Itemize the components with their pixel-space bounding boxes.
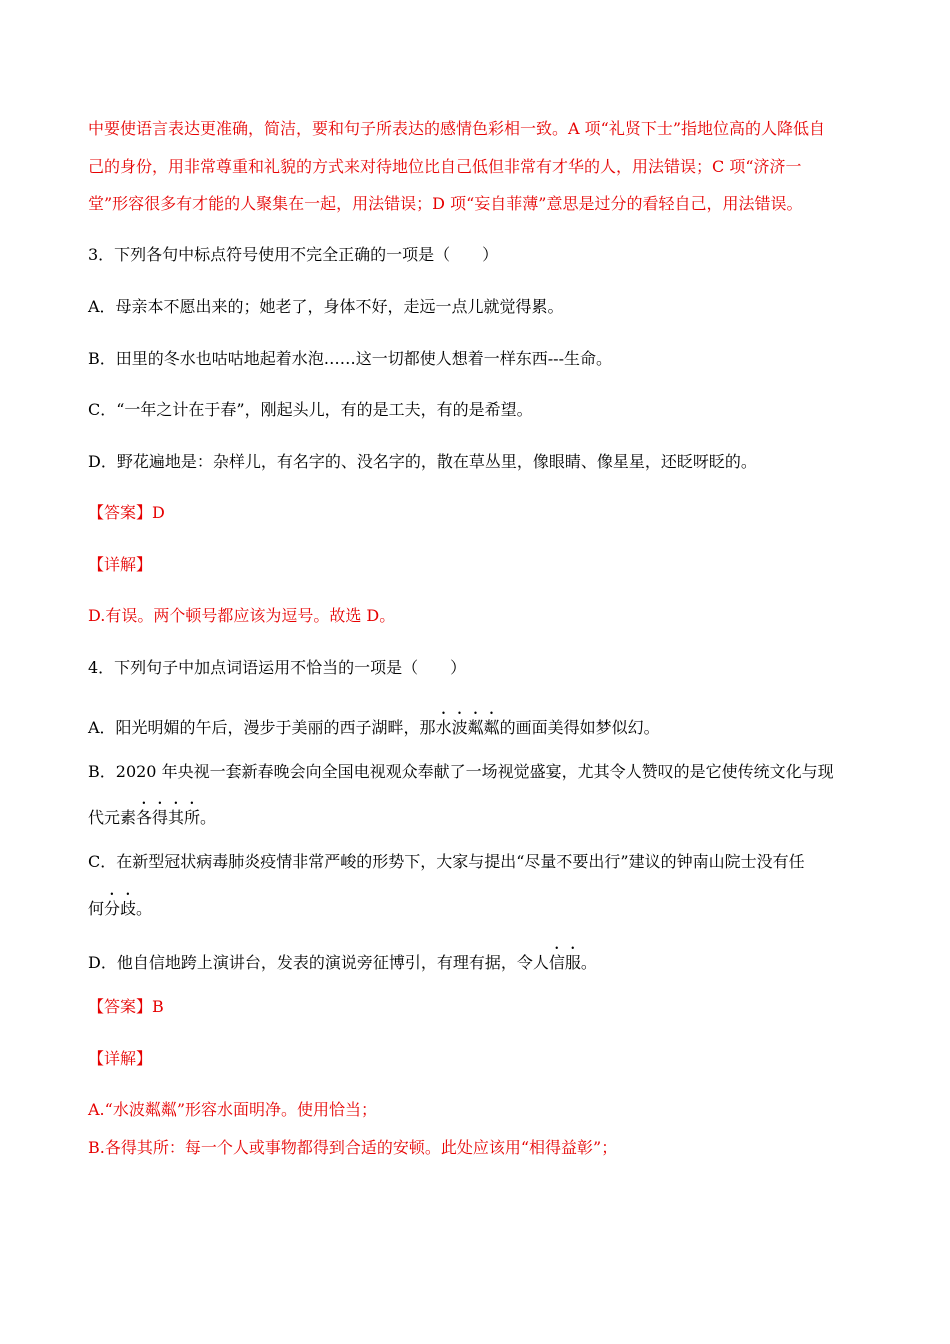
q4-option-b-line-1: B．2020 年央视一套新春晚会向全国电视观众奉献了一场视觉盛宴，尤其令人赞叹的是它使传统文化与现 <box>88 762 834 781</box>
intro-line-1: 中要使语言表达更准确，简洁，要和句子所表达的感情色彩相一致。A 项“礼贤下士”指地位高的人降低自 <box>88 119 826 138</box>
q4-option-c-line-2 <box>88 890 870 919</box>
q4-option-b-dotted-term: 各得其所 <box>136 808 201 827</box>
q4-option-c-text: 何 <box>88 899 105 918</box>
q3-detail-label: 【详解】 <box>88 555 153 574</box>
q4-option-d-text: D．他自信地跨上演讲台，发表的演说旁征博引，有理有据，令人 <box>88 953 549 972</box>
q4-option-d-dotted-term: 信服 <box>548 953 581 972</box>
q4-option-c-dotted-term: 分歧 <box>104 899 137 918</box>
q4-option-b-text: 代元素 <box>88 808 137 827</box>
q4-option-b-line-2 <box>88 799 870 828</box>
q4-option-d <box>88 944 870 973</box>
q4-option-a <box>88 709 870 738</box>
q4-option-d-text-end: 。 <box>580 953 597 972</box>
q3-option-b: B．田里的冬水也咕咕地起着水泡……这一切都使人想着一样东西---生命。 <box>88 349 612 368</box>
q3-option-c: C．“一年之计在于春”，刚起头儿，有的是工夫，有的是希望。 <box>88 400 533 419</box>
intro-line-2: 己的身份，用非常尊重和礼貌的方式来对待地位比自己低但非常有才华的人，用法错误；C 项“济济一 <box>88 157 802 176</box>
q4-option-a-dotted-term: 水波粼粼 <box>435 718 500 737</box>
q3-stem: 3．下列各句中标点符号使用不完全正确的一项是（ ） <box>88 245 499 264</box>
q4-stem: 4．下列句子中加点词语运用不恰当的一项是（ ） <box>88 658 467 677</box>
q4-option-b-text-end: 。 <box>200 808 217 827</box>
q4-detail-b: B.各得其所：每一个人或事物都得到合适的安顿。此处应该用“相得益彰”； <box>88 1138 618 1157</box>
q3-answer: 【答案】D <box>88 503 165 522</box>
q4-detail-label: 【详解】 <box>88 1049 153 1068</box>
intro-line-3: 堂”形容很多有才能的人聚集在一起，用法错误；D 项“妄自菲薄”意思是过分的看轻自己，用法错误。 <box>88 194 803 213</box>
q3-detail: D.有误。两个顿号都应该为逗号。故选 D。 <box>88 606 396 625</box>
q4-answer: 【答案】B <box>88 997 164 1016</box>
q3-option-d: D．野花遍地是：杂样儿，有名字的、没名字的，散在草丛里，像眼睛、像星星，还眨呀眨的。 <box>88 452 757 471</box>
q4-option-a-text-end: 的画面美得如梦似幻。 <box>499 718 660 737</box>
q4-option-c-text-end: 。 <box>136 899 153 918</box>
q4-option-a-text: A．阳光明媚的午后，漫步于美丽的西子湖畔，那 <box>88 718 436 737</box>
q3-option-a: A．母亲本不愿出来的；她老了，身体不好，走远一点儿就觉得累。 <box>88 297 564 316</box>
q4-detail-a: A.“水波粼粼”形容水面明净。使用恰当； <box>88 1100 378 1119</box>
q4-option-c-line-1: C．在新型冠状病毒肺炎疫情非常严峻的形势下，大家与提出“尽量不要出行”建议的钟南山院士没有任 <box>88 852 805 871</box>
